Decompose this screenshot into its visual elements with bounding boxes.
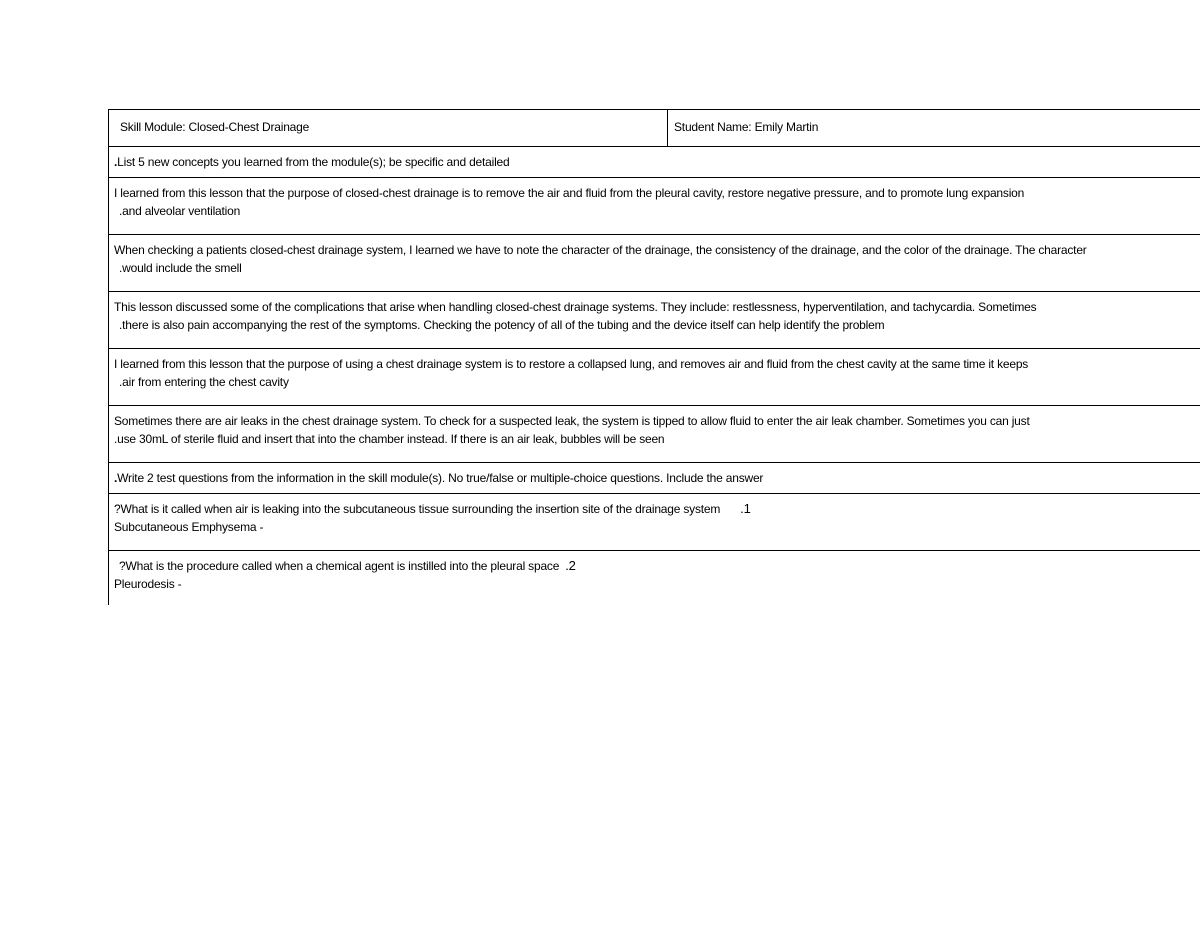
skill-module-title: Skill Module: Closed-Chest Drainage [120, 120, 310, 134]
concept-line: This lesson discussed some of the complications that arise when handling closed-chest drainage systems. They include: restlessness, hyperventilation, and tachycardia. Sometimes [114, 300, 1037, 314]
concept-line: .and alveolar ventilation [119, 204, 241, 218]
question-text: ?What is the procedure called when a chemical agent is instilled into the pleural space [119, 559, 560, 573]
answer-text: Pleurodesis - [114, 577, 182, 591]
document-sheet [108, 109, 1200, 605]
concept-row-2 [109, 234, 1200, 291]
question-line [114, 557, 1200, 575]
concept-row-3 [109, 291, 1200, 348]
answer-text: Subcutaneous Emphysema - [114, 520, 264, 534]
question-row-2 [109, 550, 1200, 605]
prompt-marker: . [114, 155, 118, 169]
question-row-1 [109, 493, 1200, 550]
skill-module-table [108, 109, 1200, 605]
concept-line: .would include the smell [119, 261, 242, 275]
skill-module-cell [109, 110, 668, 146]
concept-row-1 [109, 177, 1200, 234]
student-name: Student Name: Emily Martin [674, 120, 819, 134]
questions-prompt: Write 2 test questions from the information in the skill module(s). No true/false or multiple-choice questions. Include the answer [117, 471, 764, 485]
prompt-marker: . [114, 471, 118, 485]
concept-line: Sometimes there are air leaks in the chest drainage system. To check for a suspected leak, the system is tipped to allow fluid to enter the air leak chamber. Sometimes you can just [114, 414, 1030, 428]
concept-line: I learned from this lesson that the purpose of closed-chest drainage is to remove the air and fluid from the pleural cavity, restore negative pressure, and to promote lung expansion [114, 186, 1025, 200]
concept-row-5 [109, 405, 1200, 462]
concepts-prompt: List 5 new concepts you learned from the module(s); be specific and detailed [117, 155, 510, 169]
question-number: .1 [740, 501, 751, 516]
concept-line: I learned from this lesson that the purpose of using a chest drainage system is to restore a collapsed lung, and removes air and fluid from the chest cavity at the same time it keeps [114, 357, 1029, 371]
student-name-cell [668, 110, 1200, 146]
question-number: .2 [565, 558, 576, 573]
question-text: ?What is it called when air is leaking into the subcutaneous tissue surrounding the insertion site of the drainage system [114, 502, 721, 516]
header-row [109, 109, 1200, 146]
concept-line: .use 30mL of sterile fluid and insert that into the chamber instead. If there is an air leak, bubbles will be seen [114, 432, 665, 446]
concept-row-4 [109, 348, 1200, 405]
concept-line: .there is also pain accompanying the rest of the symptoms. Checking the potency of all of the tubing and the device itself can help identify the problem [119, 318, 885, 332]
concept-line: .air from entering the chest cavity [119, 375, 289, 389]
concept-line: When checking a patients closed-chest drainage system, I learned we have to note the character of the drainage, the consistency of the drainage, and the color of the drainage. The character [114, 243, 1087, 257]
question-line [114, 500, 1200, 518]
questions-prompt-row [109, 462, 1200, 493]
concepts-prompt-row [109, 146, 1200, 177]
